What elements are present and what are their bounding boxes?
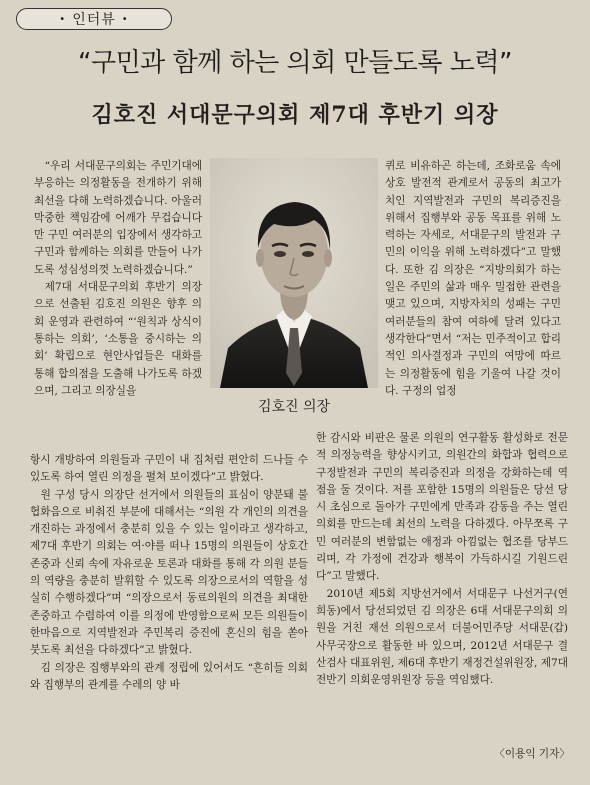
article-column-right-top: [385, 158, 561, 426]
article-paragraph: 제7대 서대문구의회 후반기 의장으로 선출된 김호진 의원은 향후 의회 운영과 관련하여 “‘원칙과 상식이 통하는 의회’, ‘소통을 중시하는 의회’ 확립으로 현안사업들은 대화를 통해 합의점을 도출해 나가도록 하겠으며, 그리고 의장실을: [34, 281, 202, 397]
article-paragraph: 2010년 제5회 지방선거에서 서대문구 나선거구(연희동)에서 당선되었던 김 의장은 6대 서대문구의회 의원을 거친 재선 의원으로서 더불어민주당 서대문(갑) 사무국장으로 활동한 바 있으며, 2012년 서대문구 결산검사 대표위원, 제6대 후반기 재정건설위원장, 제7대 전반기 의회운영위원장 등을 역임했다.: [316, 587, 568, 687]
article-paragraph: 항시 개방하여 의원들과 구민이 내 집처럼 편안히 드나들 수 있도록 하여 열린 의정을 펼쳐 보이겠다”고 밝혔다.: [30, 454, 308, 484]
article-column-left-bottom: [30, 452, 308, 782]
subheadline: 김호진 서대문구의회 제7대 후반기 의장: [91, 102, 499, 128]
portrait-illustration: [210, 158, 378, 388]
byline: 〈이용익 기자〉: [494, 748, 570, 760]
article-paragraph: 김 의장은 집행부와의 관계 정립에 있어서도 “흔히들 의회와 집행부의 관계를 수레의 양 바: [30, 661, 308, 691]
article-column-left-top: [34, 158, 202, 448]
article-column-right-bottom: [316, 430, 568, 760]
article-paragraph: 한 감시와 비판은 물론 의원의 연구활동 활성화로 전문적 의정능력을 향상시키고, 의원간의 화합과 협력으로 구정발전과 구민의 복리증진과 의정을 강화하는데 역점을 둘 것이다. 저를 포함한 15명의 의원들은 당선 당시 초심으로 돌아가 구민에게 만족과 감동을 주는 열린의회를 만드는데 최선의 노력을 다하겠다. 아무쪼록 구민 여러분의 변함없는 애정과 아낌없는 협조를 당부드리며, 각 가정에 건강과 행복이 가득하시길 기원드린다”고 말했다.: [316, 432, 568, 583]
bullet-dot-icon: •: [121, 13, 129, 25]
section-tag-label: 인터뷰: [72, 12, 116, 28]
article-paragraph: 퀴로 비유하곤 하는데, 조화로움 속에 상호 발전적 관계로서 공동의 최고가치인 지역발전과 구민의 복리증진을 위해서 집행부와 공동 목표를 위해 노력하는 자세로, 서대문구의 발전과 구민의 이익을 위해 노력하겠다”고 말했다. 또한 김 의장은 “지방의회가 하는 일은 주민의 삶과 매우 밀접한 관련을 맺고 있으며, 지방자치의 성패는 구민 여러분들의 참여 여하에 달려 있다고 생각한다”면서 “저는 민주적이고 합리적인 의사결정과 구민의 여망에 따르는 의정활동에 힘을 기울여 나갈 것이다. 구정의 업정: [385, 160, 561, 397]
portrait-photo: [210, 158, 378, 388]
article-paragraph: 원 구성 당시 의장단 선거에서 의원들의 표심이 양분돼 불협화음으로 비춰진 부분에 대해서는 “의원 각 개인의 의견을 개진하는 과정에서 충분히 있을 수 있는 일이라고 생각하고, 제7대 후반기 의회는 여·야를 떠나 15명의 의원들이 상호간 존중과 신뢰 속에 자유로운 토론과 대화를 통해 각 의원 분들의 역량을 충분히 발휘할 수 있도록 의장으로서의 역할을 성실히 수행하겠다”며 “의장으로서 동료의원의 의견을 최대한 존중하고 수렴하여 이를 의정에 반영함으로써 모든 의원들이 한마음으로 지역발전과 주민복리 증진에 혼신의 힘을 쏟아 붓도록 최선을 다하겠다”고 밝혔다.: [30, 488, 308, 657]
photo-caption: 김호진 의장: [257, 399, 331, 415]
article-paragraph: “우리 서대문구의회는 주민기대에 부응하는 의정활동을 전개하기 위해 최선을 다해 노력하겠습니다. 아울러 막중한 책임감에 어깨가 무겁습니다만 구민 여러분의 입장에서 생각하고 구민과 함께하는 의회를 만들어 나가도록 성심성의껏 노력하겠습니다.”: [34, 160, 202, 276]
bullet-dot-icon: •: [59, 13, 67, 25]
section-tag: [16, 8, 172, 30]
headline: “구민과 함께 하는 의회 만들도록 노력”: [77, 48, 512, 78]
